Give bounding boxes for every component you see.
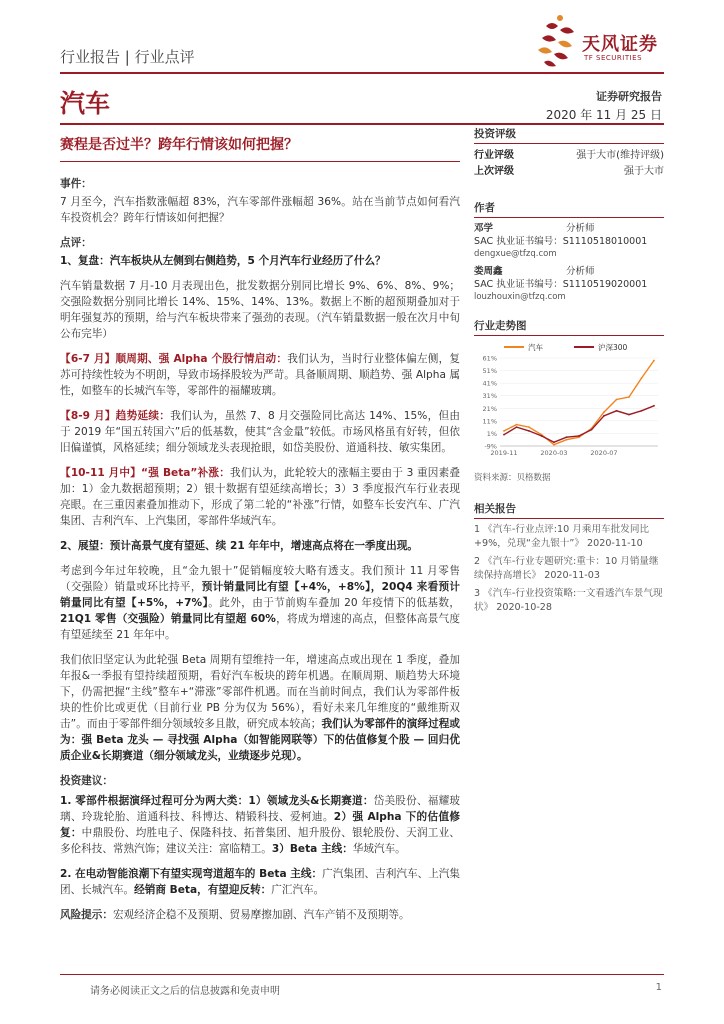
y-tick-label: 41%: [482, 379, 497, 388]
y-tick-label: 61%: [482, 354, 497, 363]
series-line: [504, 361, 654, 445]
related-title[interactable]: 3 《汽车-行业投资策略:一文看透汽车景气现状》: [474, 588, 663, 613]
data-point: [516, 424, 518, 426]
data-point: [616, 410, 618, 412]
data-point: [591, 429, 593, 431]
footer-disclaimer: 请务必阅读正文之后的信息披露和免责申明: [90, 986, 280, 997]
x-tick-label: 2020-03: [540, 449, 568, 457]
related-title[interactable]: 2 《汽车-行业专题研究:重卡：10 月销量继续保持高增长》: [474, 556, 659, 581]
sidebar-rule: [474, 518, 664, 519]
logo-petals-icon: [530, 12, 582, 72]
author-cert: SAC 执业证书编号：S1110518010001: [474, 236, 648, 247]
author-1: [474, 222, 664, 261]
related-report-3[interactable]: [474, 587, 664, 615]
s2p1-text-c: 。此外，由于节前购车叠加 20 年疫情下的低基数，: [208, 597, 460, 609]
x-tick-label: 2019-11: [490, 449, 518, 457]
para3-text: 我们认为，虽然 7、8 月交强险同比高达 14%、15%，但由于 2019 年“国五转国六”后的低基数，使其“含金量”较低。市场风格虽有好转，但依旧偏谨慎，风格延续；细分领域龙头表现抢眼，如岱美股份、道通科技、敏实集团。: [60, 410, 460, 454]
adv2-heading: 2. 在电动智能浪潮下有望实现弯道超车的 Beta 主线：: [60, 868, 323, 880]
author-email[interactable]: louzhouxin@tfzq.com: [474, 292, 566, 302]
page-number: 1: [655, 982, 662, 993]
section1-heading: 1、复盘：汽车板块从左侧到右侧趋势，5 个月汽车行业经历了什么？: [60, 255, 386, 267]
related-heading: 相关报告: [474, 503, 516, 515]
prev-rating-row: [474, 164, 664, 180]
title-rule-bottom: [60, 161, 460, 162]
data-point: [566, 436, 568, 438]
report-kind: 证券研究报告: [596, 90, 662, 103]
chart-source: 资料来源：贝格数据: [474, 473, 551, 483]
industry-rating-value: 强于大市(维持评级): [576, 150, 664, 161]
data-point: [653, 405, 655, 407]
data-point: [628, 396, 630, 398]
industry-trend-chart: [474, 340, 664, 462]
rating-heading: 投资评级: [474, 128, 516, 140]
industry-rating-row: [474, 148, 664, 164]
advice-heading: 投资建议：: [60, 775, 113, 787]
company-logo: [530, 12, 690, 74]
adv2-sub-heading: 经销商 Beta，有望迎反转：: [134, 884, 272, 896]
data-point: [553, 444, 555, 446]
x-tick-label: 2020-07: [590, 449, 618, 457]
data-point: [503, 434, 505, 436]
author-email[interactable]: dengxue@tfzq.com: [474, 249, 557, 259]
section1-para1: 汽车销量数据 7 月-10 月表现出色，批发数据分别同比增长 9%、6%、8%、9%；交强险数据分别同比增长 14%、15%、14%、13%。数据上不断的超预期叠加对于明年强复苏的预期，给与汽车板块带来了强劲的表现。（汽车销量数据一般在次月中旬公布完毕）: [60, 280, 460, 340]
advice-item-2: [60, 866, 460, 898]
section2-heading: 2、展望：预计高景气度有望延、续 21 年年中，增速高点将在一季度出现。: [60, 540, 418, 552]
adv2-stocks-a: 广汽集团、吉利汽车、上汽集团、长城汽车。: [60, 868, 461, 896]
related-date: 2020-10-28: [496, 602, 553, 613]
author-name: 娄周鑫: [474, 266, 503, 277]
data-point: [516, 426, 518, 428]
risk-text: 宏观经济企稳不及预期、贸易摩擦加剧、汽车产销不及预期等。: [112, 909, 410, 921]
advice-item-1: [60, 793, 460, 857]
related-report-1[interactable]: [474, 523, 664, 551]
comment-heading: 点评：: [60, 237, 92, 249]
data-point: [653, 360, 655, 362]
footer-rule: [60, 974, 664, 975]
para2-text: 我们认为，当时行业整体偏左侧，复苏可持续性较为不明朗，导致市场择股较为严苛。具备顺周期、顺趋势、强 Alpha 属性，如整车的长城汽车等，零部件的福耀玻璃。: [60, 353, 460, 397]
data-point: [553, 441, 555, 443]
main-body: [60, 176, 460, 932]
report-type: 行业报告 | 行业点评: [60, 48, 195, 66]
y-tick-label: -9%: [484, 442, 497, 451]
adv1-stocks-a: 岱美股份、福耀玻璃、玲珑轮胎、道通科技、科博达、精锻科技、爱柯迪。: [60, 795, 460, 823]
data-point: [541, 435, 543, 437]
sidebar-rule: [474, 217, 664, 218]
data-point: [616, 399, 618, 401]
data-point: [641, 410, 643, 412]
s2p1-text-e: ，将成为增速的高点，但整体高景气度有望延续至 21 年年中。: [60, 613, 460, 641]
sidebar: [474, 126, 664, 619]
s2p2-text: 我们依旧坚定认为此轮强 Beta 周期有望维持一年，增速高点或出现在 1 季度，叠加年报&一季报有望持续超预期，看好汽车板块的跨年机遇。在顺周期、顺趋势大环境下，仍需把握“主线”整车+“滞涨”零部件机遇。而在当前时间点，我们认为零部件板块的性价比或更优（目前行业 PB 分为仅为 56%），看好未来几年维度的“戴维斯双击”。而由于零部件细分领域较多且散，研究成本较高；: [60, 654, 460, 730]
related-report-2[interactable]: [474, 555, 664, 583]
adv1-stocks-b: 中鼎股份、均胜电子、保隆科技、拓普集团、旭升股份、银轮股份、天润工业、多伦科技、常熟汽饰；建议关注：富临精工。: [60, 827, 461, 855]
section2-para1: [60, 563, 460, 643]
y-tick-label: 31%: [482, 392, 497, 401]
data-point: [641, 377, 643, 379]
adv1-stocks-c: 华域汽车。: [352, 843, 406, 855]
report-title: 赛程是否过半？跨年行情该如何把握？: [60, 137, 298, 153]
s2p1-forecast-q1: 21Q1 零售（交强险）销量同比有望超 60%: [60, 613, 276, 625]
risk-warning: [60, 907, 460, 923]
adv1-heading: 1. 零部件根据演绎过程可分为两大类：1）领域龙头&长期赛道：: [60, 795, 374, 807]
data-point: [578, 435, 580, 437]
data-point: [603, 415, 605, 417]
event-heading: 事件：: [60, 178, 92, 190]
related-date: 2020-11-03: [544, 570, 600, 581]
data-point: [503, 430, 505, 432]
data-point: [528, 426, 530, 428]
legend-label: 汽车: [528, 343, 543, 352]
related-date: 2020-11-10: [587, 538, 643, 549]
data-point: [566, 439, 568, 441]
author-title: 分析师: [566, 266, 595, 277]
sidebar-rule: [474, 335, 664, 336]
section1-para3: [60, 408, 460, 456]
industry-rating-label: 行业评级: [474, 150, 514, 161]
prev-rating-label: 上次评级: [474, 166, 514, 177]
event-text: 7 月至今，汽车指数涨幅超 83%，汽车零部件涨幅超 36%。站在当前节点如何看汽车投资机会？跨年行情该如何把握？: [60, 196, 460, 224]
para2-heading: 【6-7 月】顺周期、强 Alpha 个股行情启动：: [60, 353, 288, 365]
section1-para4: [60, 465, 460, 529]
y-tick-label: 11%: [482, 417, 497, 426]
report-date: 2020 年 11 月 25 日: [545, 108, 662, 122]
s2p1-text-a: 考虑到今年过年较晚，且“金九银十”促销幅度较大略有透支。我们预计 11 月零售（交强险）销量或环比持平，: [60, 565, 460, 593]
s2p1-forecast: 预计销量同比有望【+4%，+8%】，20Q4 来看预计销量同比有望【+5%，+7%】: [60, 581, 461, 609]
y-tick-label: 1%: [486, 429, 497, 438]
author-2: [474, 265, 664, 304]
adv2-stocks-b: 广汇汽车。: [271, 884, 325, 896]
risk-heading: 风险提示：: [60, 909, 113, 921]
data-point: [528, 430, 530, 432]
adv1-beta-heading: 3）Beta 主线：: [271, 843, 353, 855]
para3-heading: 【8-9 月】趋势延续：: [60, 410, 171, 422]
author-title: 分析师: [566, 223, 595, 234]
section2-para2: [60, 652, 460, 764]
sidebar-rule: [474, 143, 664, 144]
author-heading: 作者: [474, 202, 495, 214]
y-tick-label: 21%: [482, 404, 497, 413]
data-point: [628, 414, 630, 416]
s2p2-conclusion: 我们认为零部件的演绎过程或为：强 Beta 龙头 — 寻找强 Alpha（如智能网联等）下的估值修复个股 — 回归优质企业&长期赛道（细分领域龙头，业绩逐步兑现）。: [60, 718, 460, 762]
related-title[interactable]: 1 《汽车-行业点评:10 月乘用车批发同比 +9%，兑现“金九银十”》: [474, 524, 650, 549]
y-tick-label: 51%: [482, 367, 497, 376]
para4-heading: 【10-11 月中】“强 Beta”补涨：: [60, 467, 231, 479]
author-name: 邓学: [474, 223, 494, 234]
logo-chinese-name: 天风证券: [582, 34, 658, 55]
legend-label: 沪深300: [598, 343, 628, 352]
data-point: [603, 411, 605, 413]
trend-heading: 行业走势图: [474, 320, 527, 332]
para4-text: 我们认为，此轮较大的涨幅主要由于 3 重因素叠加：1）金九数据超预期；2）银十数据有望延续高增长；3）3 季度报汽车行业表现亮眼。在三重因素叠加推动下，形成了第二轮的“补涨”行情，如整车长安汽车、广汽集团、吉利汽车、上汽集团，零部件华域汽车。: [60, 467, 460, 527]
logo-english-name: TF SECURITIES: [584, 54, 643, 62]
adv1-sub-heading: 2）强 Alpha 下的估值修复：: [60, 811, 461, 839]
prev-rating-value: 强于大市: [624, 166, 664, 177]
title-rule-top: [60, 123, 664, 125]
header-rule: [60, 72, 664, 74]
industry-name: 汽车: [60, 89, 111, 118]
section1-para2: [60, 351, 460, 399]
author-cert: SAC 执业证书编号：S1110519020001: [474, 279, 648, 290]
